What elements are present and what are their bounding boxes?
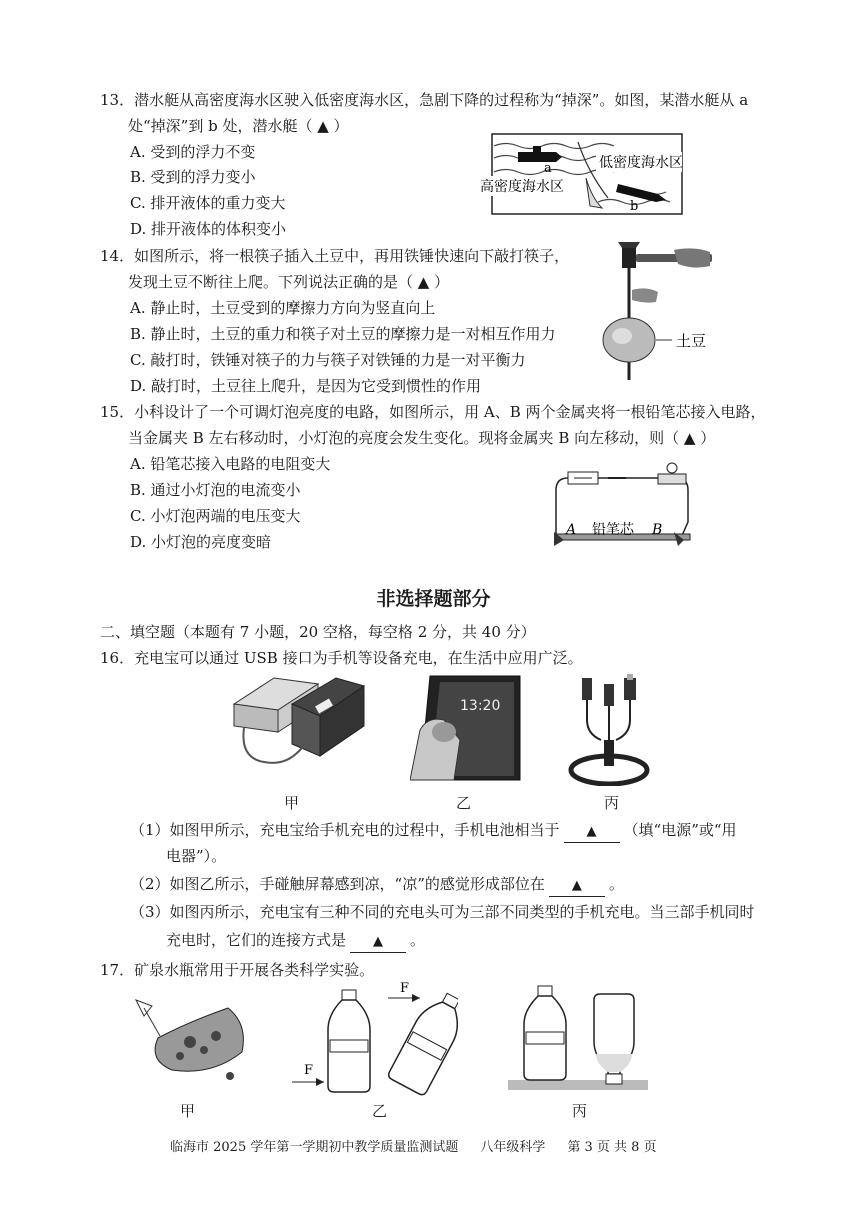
q16-caption-jia: 甲 (284, 794, 300, 812)
q16-sub1-cont: 电器”）。 (166, 847, 227, 865)
q16-sub3: （3）如图丙所示，充电宝有三种不同的充电头可为三部不同类型的手机充电。当三部手机同时 (130, 903, 755, 921)
q16-sub3-cont (166, 930, 425, 953)
q16-caption-yi: 乙 (456, 794, 472, 812)
q16-caption-bing: 丙 (604, 794, 620, 812)
q16-sub2-text-a: （2）如图乙所示，手碰触屏幕感到凉，“凉”的感觉形成部位在 (130, 875, 545, 893)
submarine-figure (478, 132, 688, 216)
q17-caption-jia: 甲 (180, 1102, 196, 1120)
q14-option-c: C. 敲打时，铁锤对筷子的力与筷子对铁锤的力是一对平衡力 (130, 351, 526, 369)
force-label-upper: F (400, 981, 410, 996)
q15-option-b: B. 通过小灯泡的电流变小 (130, 481, 301, 499)
hand-bottle-figure (130, 990, 250, 1094)
q14-line1: 14．如图所示，将一根筷子插入土豆中，再用铁锤快速向下敲打筷子， (100, 247, 570, 265)
fig-low-density-label: 低密度海水区 (599, 155, 683, 171)
fig-pencil-label: 铅笔芯 (592, 522, 634, 538)
blank-triangle: ▲ (373, 934, 384, 949)
q16-sub1-text-b: （填“电源”或“用 (623, 821, 737, 839)
q13-option-b: B. 受到的浮力变小 (130, 168, 256, 186)
q16-sub3-blank (350, 930, 406, 953)
q13-option-d: D. 排开液体的体积变小 (130, 220, 287, 238)
potato-hammer-figure (596, 232, 726, 382)
phone-touch-figure (410, 674, 522, 782)
q16-line1: 16．充电宝可以通过 USB 接口为手机等设备充电，在生活中应用广泛。 (100, 649, 583, 667)
q13-option-c: C. 排开液体的重力变大 (130, 194, 286, 212)
fig-high-density-label: 高密度海水区 (480, 179, 564, 195)
charging-cable-figure (564, 674, 664, 786)
bottle-force-figure (288, 980, 458, 1096)
page-footer (170, 1136, 679, 1155)
fig-clip-b: B (652, 522, 663, 538)
q16-sub2-text-b: 。 (608, 875, 624, 893)
fig-point-a: a (544, 161, 552, 176)
q15-option-c: C. 小灯泡两端的电压变大 (130, 507, 301, 525)
powerbank-phone-figure (230, 674, 366, 784)
q15-line1: 15．小科设计了一个可调灯泡亮度的电路，如图所示，用 A、B 两个金属夹将一根铅笔芯接入电路， (100, 403, 766, 421)
q17-caption-bing: 丙 (572, 1102, 588, 1120)
force-label-lower: F (304, 1063, 314, 1078)
q17-caption-yi: 乙 (372, 1102, 388, 1120)
q14-option-b: B. 静止时，土豆的重力和筷子对土豆的摩擦力是一对相互作用力 (130, 325, 556, 343)
q16-sub1-text-a: （1）如图甲所示，充电宝给手机充电的过程中，手机电池相当于 (130, 821, 560, 839)
fig-potato-label: 土豆 (676, 332, 707, 350)
q13-line2: 处“掉深”到 b 处，潜水艇（ ▲ ） (128, 117, 349, 135)
q16-sub1 (130, 820, 737, 843)
q14-option-d: D. 敲打时，土豆往上爬升，是因为它受到惯性的作用 (130, 377, 482, 395)
section-title: 非选择题部分 (376, 588, 491, 610)
q13-line1: 13．潜水艇从高密度海水区驶入低密度海水区，急剧下降的过程称为“掉深”。如图，某潜水艇从 a (100, 91, 749, 109)
q15-option-a: A. 铅笔芯接入电路的电阻变大 (130, 455, 331, 473)
footer-exam-title: 临海市 2025 学年第一学期初中教学质量监测试题 (170, 1140, 459, 1155)
fig-point-b: b (630, 199, 639, 214)
phone-screen-time: 13:20 (460, 698, 501, 714)
q16-sub3-text-b: 充电时，它们的连接方式是 (166, 931, 347, 949)
footer-subject: 八年级科学 (480, 1140, 546, 1155)
q16-sub3-text-c: 。 (410, 931, 426, 949)
bottle-upright-inverted-figure (506, 984, 652, 1094)
q14-option-a: A. 静止时，土豆受到的摩擦力方向为竖直向上 (130, 299, 436, 317)
q17-line1: 17．矿泉水瓶常用于开展各类科学实验。 (100, 961, 375, 979)
q16-sub1-blank (564, 820, 620, 843)
q13-option-a: A. 受到的浮力不变 (130, 143, 256, 161)
footer-page-number: 第 3 页 共 8 页 (567, 1140, 657, 1155)
fig-clip-a: A (566, 522, 577, 538)
blank-triangle: ▲ (571, 878, 582, 893)
q16-sub2-blank (549, 874, 605, 897)
blank-triangle: ▲ (586, 824, 597, 839)
q14-line2: 发现土豆不断往上爬。下列说法正确的是（ ▲ ） (128, 273, 450, 291)
part2-heading: 二、填空题（本题有 7 小题，20 空格，每空格 2 分，共 40 分） (100, 623, 536, 641)
q15-option-d: D. 小灯泡的亮度变暗 (130, 533, 272, 551)
q15-line2: 当金属夹 B 左右移动时，小灯泡的亮度会发生变化。现将金属夹 B 向左移动，则（ ▲ ） (128, 429, 716, 447)
circuit-figure (548, 462, 698, 554)
q16-sub2 (130, 874, 624, 897)
